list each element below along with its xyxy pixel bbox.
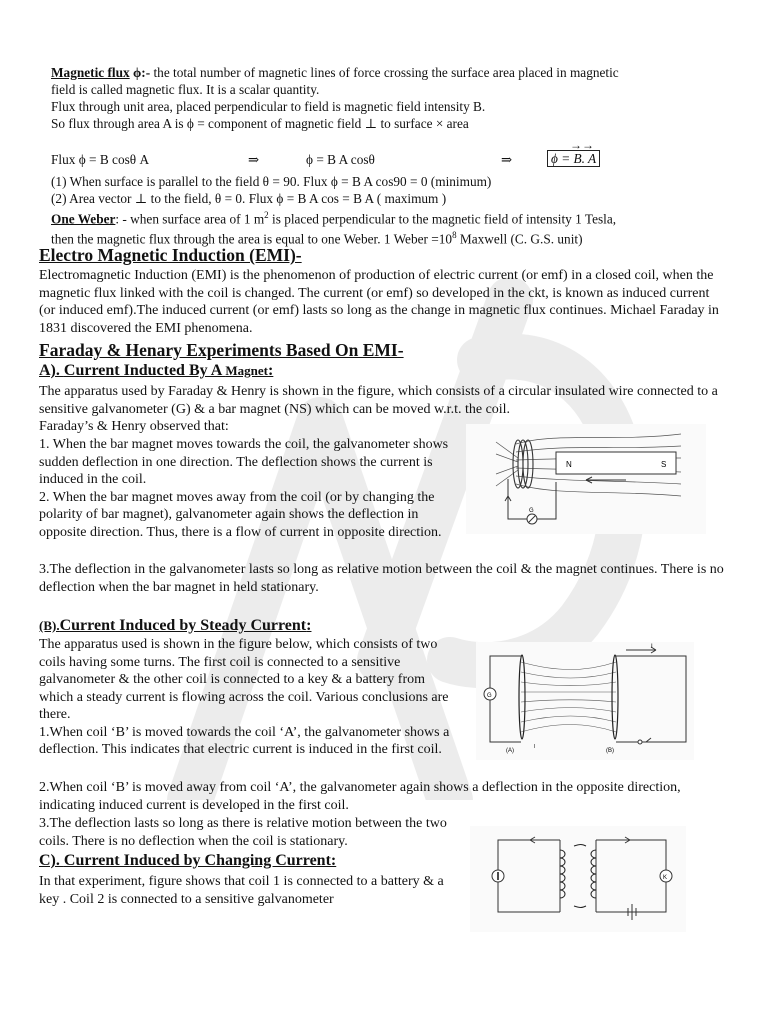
section-a-title: Current Inducted By A (63, 362, 226, 379)
section-b-left-column (39, 636, 451, 759)
flux-arrow-1: ⇒ (248, 152, 260, 167)
section-b-point-1: 1.When coil ‘B’ is moved towards the coil ‘A’, the galvanometer shows a deflection. This indicates that electric current is induced in the first coil. (39, 724, 450, 757)
flux-line4: So flux through area A is ϕ = component of magnetic field ⊥ to surface × area (51, 116, 469, 131)
fig-b-galvanometer: G (487, 693, 492, 699)
fig-c-key: K (663, 875, 668, 881)
fig-a-galvanometer: G (529, 508, 534, 514)
section-b-point-3: 3.The deflection lasts so long as there is relative motion between the two coils. There is no deflection when the coil is stationary. (39, 816, 447, 849)
fig-a-south: S (661, 460, 667, 469)
flux-eq-1: Flux ϕ = B cosθ A (51, 152, 150, 167)
faraday-heading: Faraday & Henary Experiments Based On EMI- (39, 340, 404, 360)
section-a-intro-text: The apparatus used by Faraday & Henry is shown in the figure, which consists of a circular insulated wire connected to a sensitive galvanometer (G) & a bar magnet (NS) which can be moved w.r.t. the coil. (39, 384, 718, 417)
weber-line1: : - when surface area of 1 m (115, 211, 265, 227)
weber-term: One Weber (51, 211, 116, 227)
figure-bar-magnet-coil (466, 424, 706, 534)
fig-b-coil-a: (A) (506, 748, 514, 754)
section-b-colon: : (306, 617, 312, 634)
weber-line2b: Maxwell (C. G.S. unit) (456, 231, 583, 247)
weber-line2a: then the magnetic flux through the area is equal to one Weber. 1 Weber =10 (51, 231, 453, 247)
flux-def-line2: field is called magnetic flux. It is a scalar quantity. (51, 82, 320, 97)
flux-line3: Flux through unit area, placed perpendicular to field is magnetic field intensity B. (51, 99, 486, 114)
flux-eq-vector-box: ϕ = B. A (547, 150, 600, 167)
flux-case-2: (2) Area vector ⊥ to the field, θ = 0. Flux ϕ = B A cos = B A ( maximum ) (51, 191, 447, 206)
flux-cases (51, 173, 751, 248)
section-c-prefix: C). (39, 852, 64, 869)
section-a-colon: : (268, 362, 274, 379)
section-a-point-3: 3.The deflection in the galvanometer lasts so long as relative motion between the coil & the magnet continues. There is no deflection when the bar magnet in held stationary. (39, 562, 724, 595)
section-a-heading (39, 362, 273, 380)
flux-definition (51, 64, 731, 132)
section-c-paragraph: In that experiment, figure shows that coil 1 is connected to a battery & a key . Coil 2 is connected to a sensitive galvanometer (39, 874, 444, 907)
section-a-prefix: A). (39, 362, 64, 379)
section-a-point-1: 1. When the bar magnet moves towards the coil, the galvanometer shows sudden deflection in one direction. The deflection shows the current is induced in the coil. (39, 437, 449, 487)
section-b-point-2: 2.When coil ‘B’ is moved away from coil ‘A’, the galvanometer again shows a deflection in the opposite direction, indicating induced current is developed in the first coil. (39, 780, 681, 813)
flux-symbol: ϕ:- (133, 65, 151, 80)
flux-term: Magnetic flux (51, 65, 130, 80)
figure-two-coils (476, 642, 694, 760)
section-a-points (39, 436, 451, 541)
weber-sup2: 8 (452, 230, 457, 241)
section-b-intro: The apparatus used is shown in the figure below, which consists of two coils having some turns. The first coil is connected to a sensitive galvanometer & the other coil is connected to a key & a battery from which a steady current is flowing across the coil. Various conclusions are there. (39, 637, 449, 722)
fig-b-coil-b: (B) (606, 748, 614, 754)
section-b-prefix: (B). (39, 618, 60, 633)
section-b-heading (39, 617, 311, 635)
section-a-observed: Faraday’s & Henry observed that: (39, 419, 229, 434)
flux-arrow-2: ⇒ (501, 152, 513, 167)
section-a-title-small: Magnet (225, 363, 269, 378)
fig-b-current-top: I (651, 644, 653, 650)
flux-def-line1: the total number of magnetic lines of force crossing the surface area placed in magnetic (150, 65, 619, 80)
section-b-title: Current Induced by Steady Current (59, 617, 307, 634)
flux-eq-2: ϕ = B A cosθ (306, 152, 375, 167)
section-a-point-2: 2. When the bar magnet moves away from the coil (or by changing the polarity of bar magnet), galvanometer again shows the deflection in opposite direction. Thus, there is a flow of current in opposite direction. (39, 489, 442, 540)
emi-paragraph: Electromagnetic Induction (EMI) is the phenomenon of production of electric current (or emf) in a closed coil, when the magnetic flux linked with the coil is changed. The current (or emf) so developed in the ckt, is known as induced current (or induced emf).The induced current (or emf) lasts so long as the change in magnetic flux continues. Michael Faraday in 1831 discovered the EMI phenomena. (39, 268, 719, 336)
flux-equation-row (51, 151, 149, 168)
flux-case-1: (1) When surface is parallel to the field θ = 90. Flux ϕ = B A cos90 = 0 (minimum) (51, 174, 492, 189)
section-c-heading (39, 852, 336, 870)
flux-vector-arrows: →→ (570, 138, 594, 152)
fig-b-current-bottom: I (534, 744, 536, 750)
emi-heading: Electro Magnetic Induction (EMI)- (39, 245, 302, 265)
fig-a-north: N (566, 460, 572, 469)
flux-eq-vector (547, 150, 600, 167)
section-c-title: Current Induced by Changing Current: (63, 852, 337, 869)
figure-changing-current (470, 826, 686, 932)
weber-sup: 2 (264, 210, 269, 220)
weber-line1b: is placed perpendicular to the magnetic field of intensity 1 Tesla, (268, 211, 617, 227)
